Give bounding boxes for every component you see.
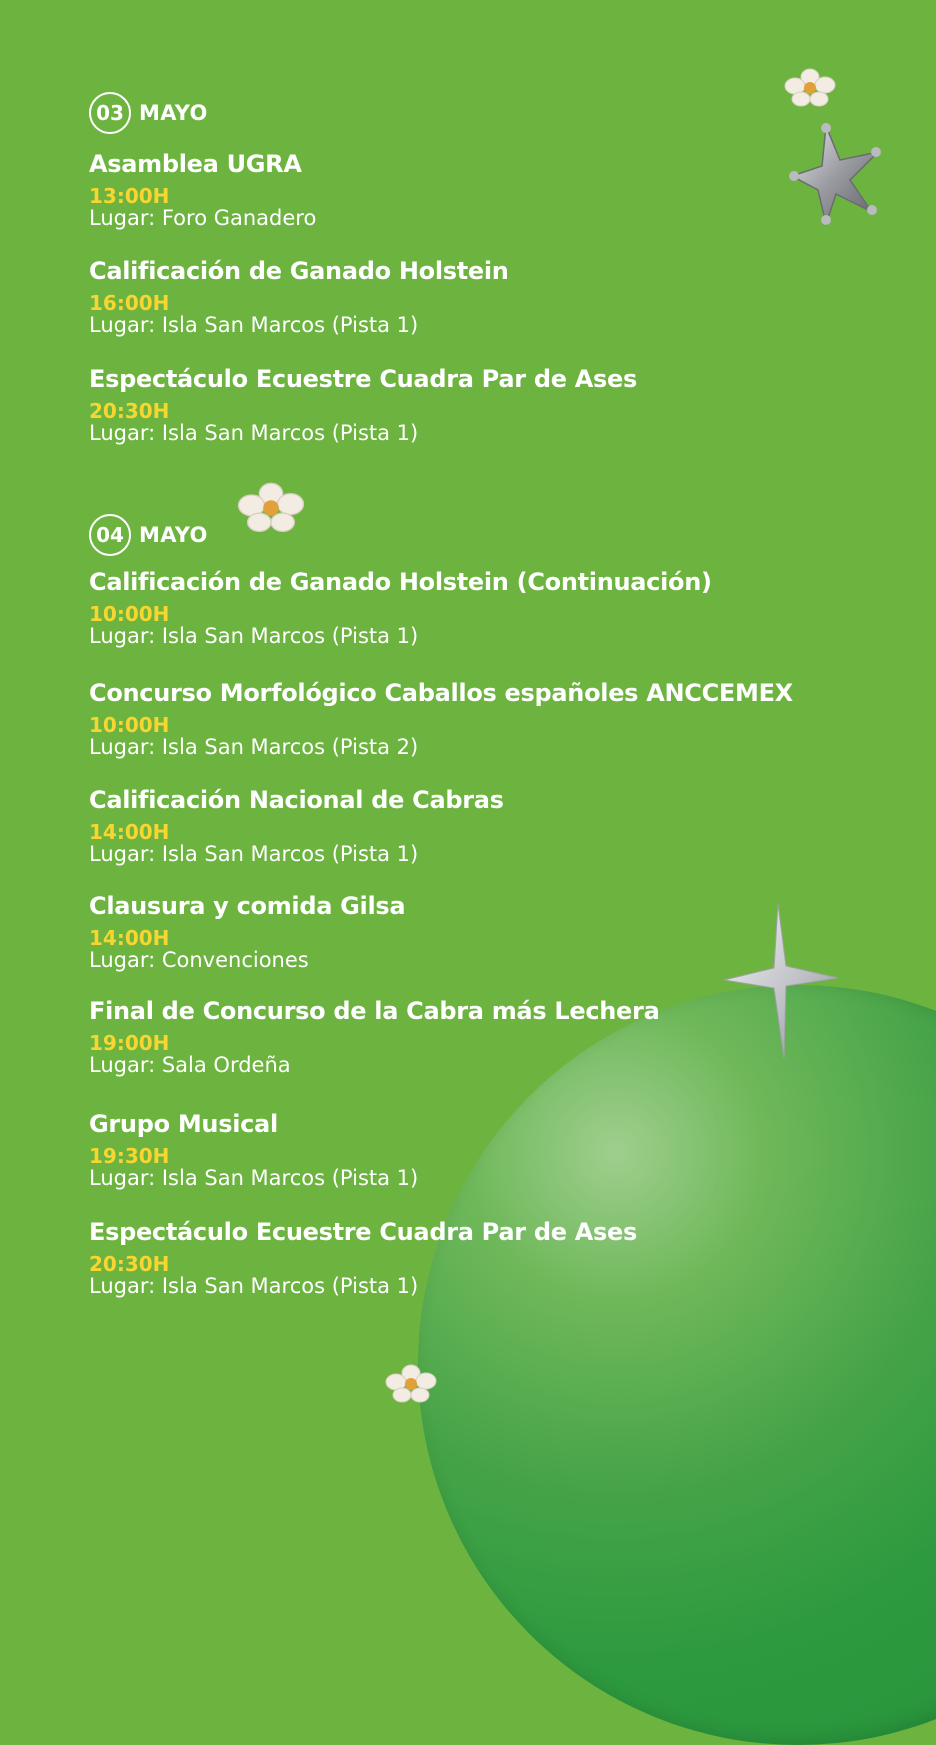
event-title: Grupo Musical [89, 1110, 278, 1138]
event-title: Clausura y comida Gilsa [89, 892, 406, 920]
event-place: Lugar: Isla San Marcos (Pista 1) [89, 421, 419, 445]
event-place: Lugar: Isla San Marcos (Pista 1) [89, 624, 419, 648]
event-item [89, 679, 869, 759]
day-month: MAYO [139, 101, 208, 125]
event-item [89, 1218, 869, 1298]
event-time: 16:00H [89, 291, 170, 315]
day-header [89, 91, 208, 135]
event-title: Espectáculo Ecuestre Cuadra Par de Ases [89, 365, 637, 393]
event-time: 14:00H [89, 926, 170, 950]
event-item [89, 892, 869, 972]
event-title: Calificación Nacional de Cabras [89, 786, 504, 814]
event-place: Lugar: Isla San Marcos (Pista 2) [89, 735, 419, 759]
event-place: Lugar: Foro Ganadero [89, 206, 317, 230]
event-place: Lugar: Isla San Marcos (Pista 1) [89, 1166, 419, 1190]
event-time: 20:30H [89, 1252, 170, 1276]
event-item [89, 568, 869, 648]
event-place: Lugar: Convenciones [89, 948, 309, 972]
event-item [89, 997, 869, 1077]
event-time: 19:00H [89, 1031, 170, 1055]
event-item [89, 786, 869, 866]
event-title: Asamblea UGRA [89, 150, 302, 178]
event-title: Final de Concurso de la Cabra más Lechera [89, 997, 660, 1025]
day-month: MAYO [139, 523, 208, 547]
event-title: Calificación de Ganado Holstein [89, 257, 509, 285]
event-item [89, 257, 869, 337]
event-place: Lugar: Isla San Marcos (Pista 1) [89, 1274, 419, 1298]
event-item [89, 1110, 869, 1190]
event-place: Lugar: Sala Ordeña [89, 1053, 291, 1077]
event-time: 14:00H [89, 820, 170, 844]
event-title: Concurso Morfológico Caballos españoles ANCCEMEX [89, 679, 793, 707]
event-time: 20:30H [89, 399, 170, 423]
event-title: Espectáculo Ecuestre Cuadra Par de Ases [89, 1218, 637, 1246]
event-time: 10:00H [89, 602, 170, 626]
event-title: Calificación de Ganado Holstein (Continuación) [89, 568, 712, 596]
event-item [89, 150, 869, 230]
day-number-badge: 03 [89, 92, 131, 134]
event-time: 13:00H [89, 184, 170, 208]
day-number-badge: 04 [89, 514, 131, 556]
event-item [89, 365, 869, 445]
event-place: Lugar: Isla San Marcos (Pista 1) [89, 842, 419, 866]
event-place: Lugar: Isla San Marcos (Pista 1) [89, 313, 419, 337]
event-time: 10:00H [89, 713, 170, 737]
event-time: 19:30H [89, 1144, 170, 1168]
day-header [89, 513, 208, 557]
